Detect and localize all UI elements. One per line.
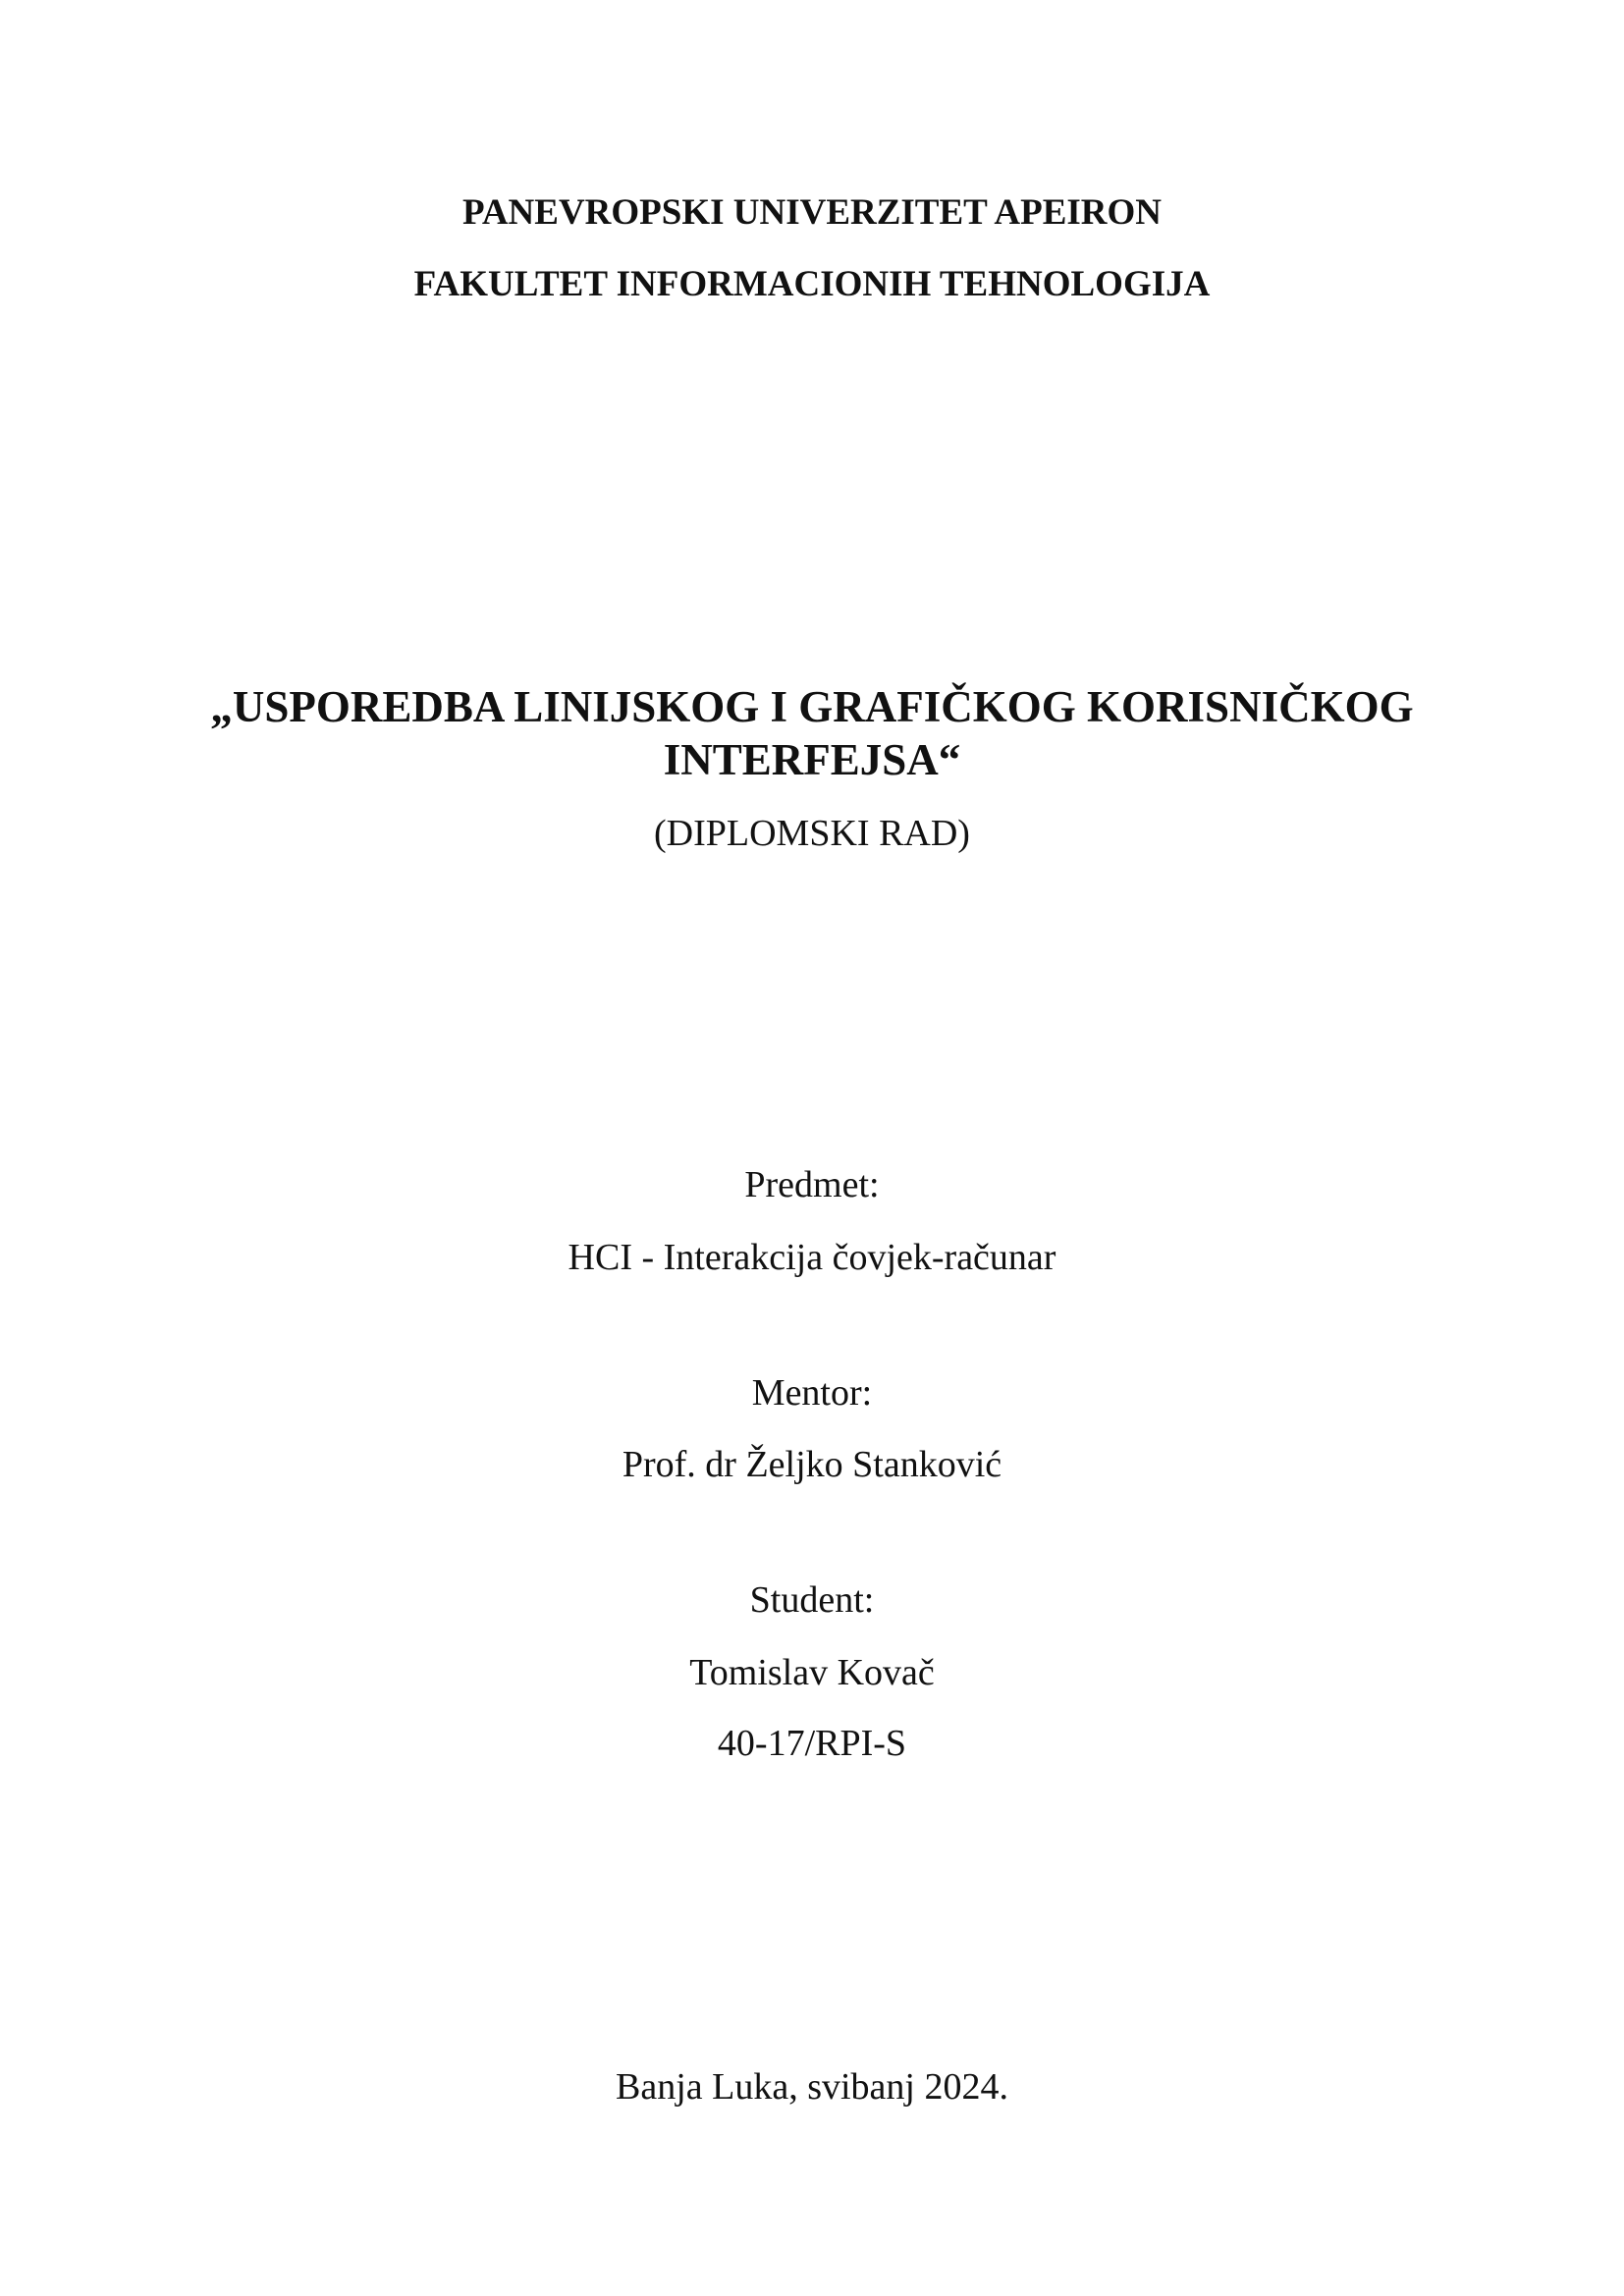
mentor-label: Mentor: xyxy=(751,1372,873,1414)
place-and-date: Banja Luka, svibanj 2024. xyxy=(616,2066,1008,2108)
subject-label: Predmet: xyxy=(744,1164,880,1205)
mentor-value: Prof. dr Željko Stanković xyxy=(622,1444,1002,1485)
thesis-title-line-2: INTERFEJSA“ xyxy=(663,735,961,784)
student-label: Student: xyxy=(749,1579,875,1621)
thesis-title-line-1: „USPOREDBA LINIJSKOG I GRAFIČKOG KORISNIČKOG xyxy=(210,682,1414,731)
subject-value: HCI - Interakcija čovjek-računar xyxy=(568,1237,1056,1278)
student-index: 40-17/RPI-S xyxy=(717,1723,907,1764)
university-name: PANEVROPSKI UNIVERZITET APEIRON xyxy=(461,192,1163,233)
student-name: Tomislav Kovač xyxy=(689,1652,935,1693)
thesis-type: (DIPLOMSKI RAD) xyxy=(654,813,970,854)
faculty-name: FAKULTET INFORMACIONIH TEHNOLOGIJA xyxy=(413,264,1211,304)
